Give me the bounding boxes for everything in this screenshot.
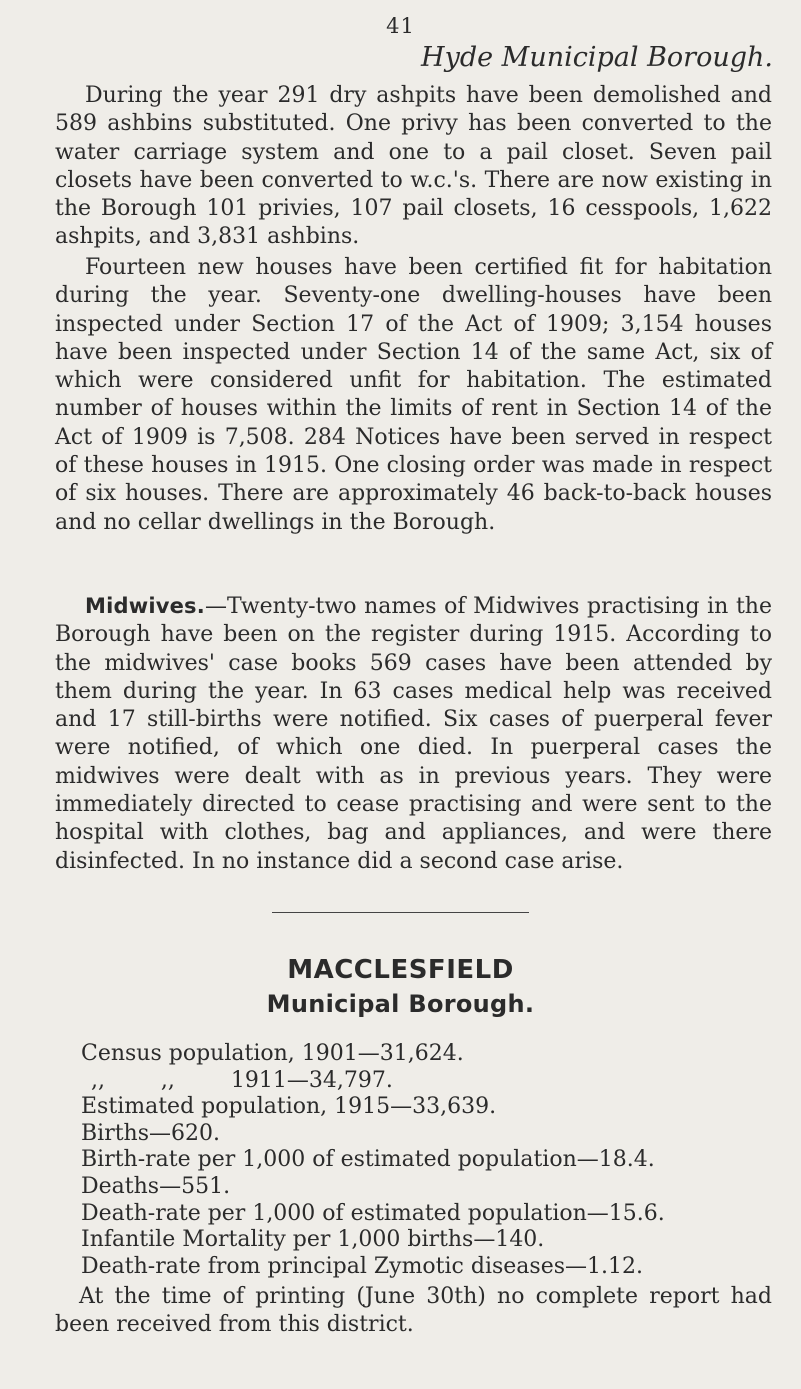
stat-census-1911: ,, ,, 1911—34,797.: [91, 1067, 393, 1093]
page-number: 41: [386, 14, 415, 38]
section-title: MACCLESFIELD: [287, 955, 514, 985]
paragraph-ashpits: During the year 291 dry ashpits have been demolished and 589 ashbins substituted. One privy has been converted to the water carriage system and one to a pail closet. Seven pail closets have been converted to w.c.'s. There are now existing in the Borough 101 privies, 107 pail closets, 16 cesspools, 1,622 ashpits, and 3,831 ashbins.: [55, 83, 772, 250]
stat-infantile-mortality: Infantile Mortality per 1,000 births—140.: [81, 1227, 545, 1253]
paragraph-closing: At the time of printing (June 30th) no complete report had been received from this district.: [55, 1284, 772, 1338]
paragraph-houses: Fourteen new houses have been certified fit for habitation during the year. Seventy-one dwelling-houses have been inspected under Section 17 of the Act of 1909; 3,154 houses have been inspected under Section 14 of the same Act, six of which were considered unfit for habitation. The estimated number of houses within the limits of rent in Section 14 of the Act of 1909 is 7,508. 284 Notices have been served in respect of these houses in 1915. One closing order was made in respect of six houses. There are approximately 46 back-to-back houses and no cellar dwellings in the Borough.: [55, 255, 772, 535]
paragraph-midwives: [55, 592, 772, 876]
stat-births: Births—620.: [81, 1120, 221, 1146]
stat-estimated-population: Estimated population, 1915—33,639.: [81, 1094, 497, 1120]
midwives-text: —Twenty-two names of Midwives practising in the Borough have been on the register during 1915. According to the midwives' case books 569 cases have been attended by them during the year. In 63 cases medical help was received and 17 still-births were notified. Six cases of puerperal fever were notified, of which one died. In puerperal cases the midwives were dealt with as in previous years. They were immediately directed to cease practising and were sent to the hospital with clothes, bag and appliances, and were there disinfected. In no instance did a second case arise.: [55, 594, 772, 874]
midwives-heading: Midwives.: [85, 594, 205, 618]
running-head: Hyde Municipal Borough.: [421, 42, 773, 73]
stat-death-rate: Death-rate per 1,000 of estimated population—15.6.: [81, 1200, 665, 1226]
stat-zymotic-death-rate: Death-rate from principal Zymotic diseases—1.12.: [81, 1253, 643, 1279]
stat-deaths: Deaths—551.: [81, 1173, 231, 1199]
section-subtitle: Municipal Borough.: [266, 990, 535, 1018]
statistics-list: [81, 1041, 665, 1280]
stat-census-1901: Census population, 1901—31,624.: [81, 1041, 464, 1066]
stat-birth-rate: Birth-rate per 1,000 of estimated population—18.4.: [81, 1147, 655, 1173]
section-divider: [272, 912, 529, 913]
